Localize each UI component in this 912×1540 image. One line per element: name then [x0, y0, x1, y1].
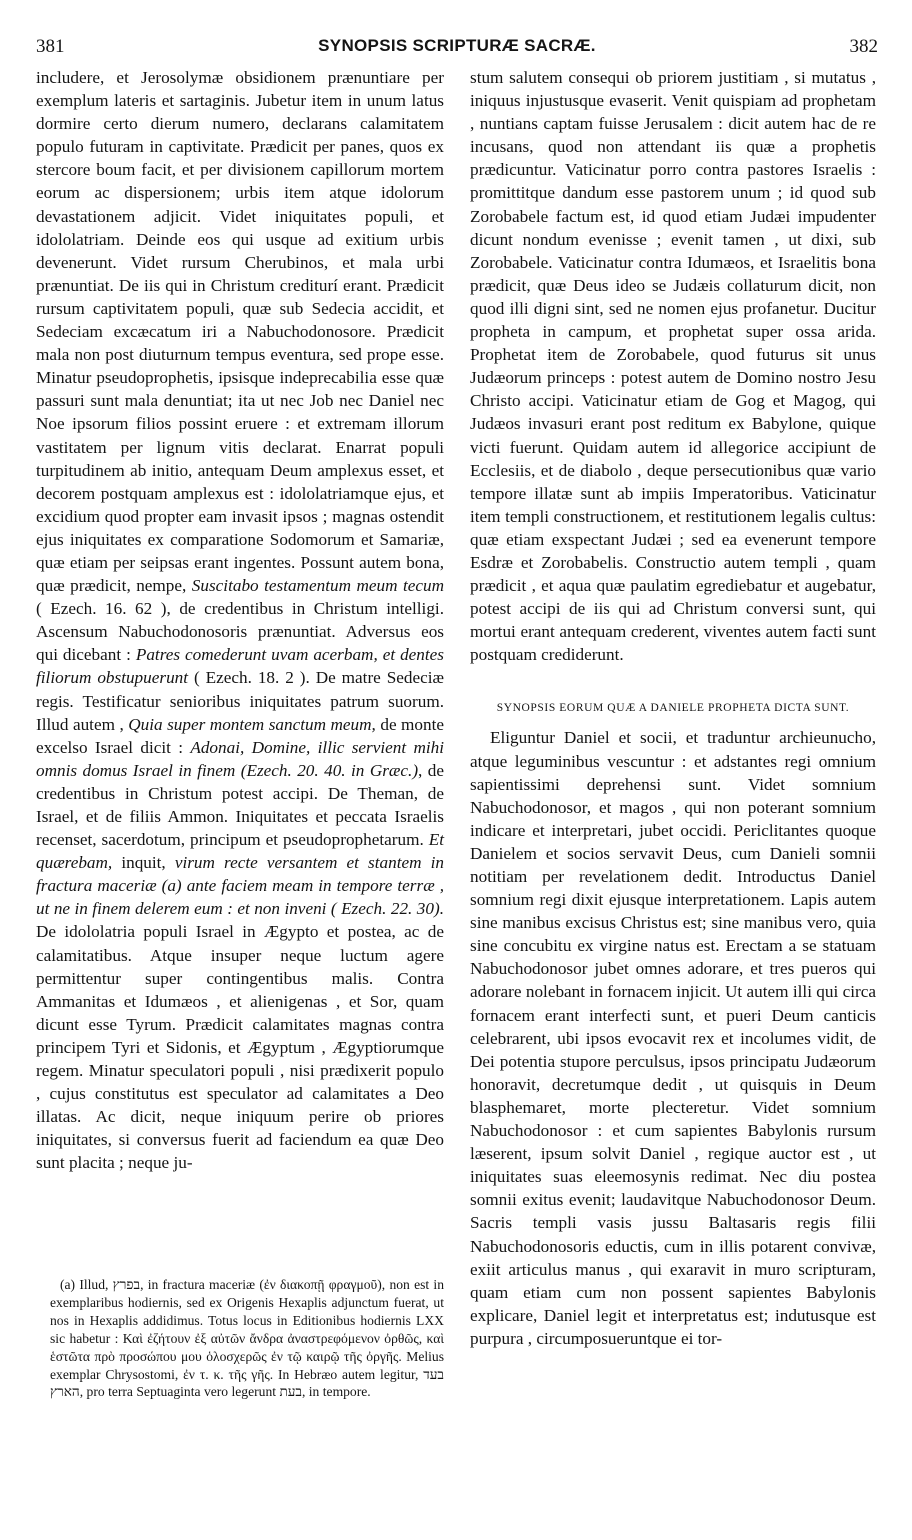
right-column [470, 66, 876, 1350]
left-text-4: de monte excelso Israel dicit : [36, 714, 445, 757]
scripture-reference: (Ezech. 20. 40. in Græc.) [240, 760, 419, 780]
section-heading: SYNOPSIS EORUM QUÆ A DANIELE PROPHETA DICTA SUNT. [496, 702, 850, 715]
scripture-quote: Suscitabo testamentum meum tecum [191, 576, 444, 596]
left-text-7: De idololatria populi Israel in Ægypto et postea, ac de calamitatibus. Atque insuper neque luctum agere permittentur super contingentibus malis. Contra Ammanitas et Idumæos , et alienigenas , et Sor, quam dicunt esse Tyrum. Prædicit calamitates magnas contra principem Tyri et Sidonis, et Ægyptum , Ægyptiorumque regem. Minatur speculatori populi , nisi prædixerit populo , cujus constitutus est speculator ad calamitates a Deo illatas. Ac dicit, neque iniquum perire ob priores iniquitates, si conversus fuerit ad faciendum ea quæ Deo sunt placita ; neque ju- [36, 922, 444, 1173]
scripture-reference: ( Ezech. 18. 2 ). [193, 668, 310, 688]
scripture-quote: Et quærebam, [36, 830, 444, 873]
left-text-3: De matre Sedeciæ regis. Testificatur senioribus iniquitates patrum suorum. Illud autem , [36, 668, 445, 734]
right-paragraph-1: stum salutem consequi ob priorem justitiam , si mutatus , iniquus injustusque evaserit. Venit quispiam ad prophetam , nuntians captam fuisse Jerusalem : dicit autem hac de re incusans, quod non attendant iis quæ a prophetis prædicuntur. Vaticinatur porro contra pastores Israelis : promittitque dandum esse pastorem unum ; id quod sub Zorobabele factum est, id quod etiam Judæi impudenter dicunt nondum evenisse ; evenit tamen , ut dixi, sub Zorobabele. Vaticinatur contra Idumæos, et Israelitis bona prædicit, quæ Deus ideo se Judæis collaturum dicit, non quod illi digni sint, sed ne nomen ejus profanetur. Ducitur propheta in campum, et prophetat super ossa arida. Prophetat item de Zorobabele, quod futurus sit unus Judæorum princeps : potest autem de Domino nostro Jesu Christo accipi. Vaticinatur etiam de Gog et Magog, qui Judæos invasuri erant post reditum ex Babylone, quique victi fuerunt. Quidam autem id allegorice accipiunt de Ecclesiis, et de diabolo , deque persecutionibus quæ vario tempore illatæ sunt ab impiis Imperatoribus. Vaticinatur item templi constructionem, et restitutionem legalis cultus: quæ etiam exspectant Judæi ; sed ea evenerunt tempore Esdræ et Zorobabelis. Constructio autem templi , quam prædicit , et aqua quæ paulatim egrediebatur et augebatur, potest accipi de iis qui ad Christum conversi sunt, qui mortui erant antequam crederent, viventes autem facti sunt postquam crediderunt. [470, 68, 876, 665]
left-text-6: inquit, [121, 853, 166, 873]
page-number-left: 381 [36, 36, 65, 57]
scripture-reference: ( Ezech. 22. 30). [330, 899, 444, 919]
footnote [50, 1276, 444, 1401]
scripture-quote: Adonai, Domine, illic servient mihi omnis domus Israel in finem [36, 737, 445, 780]
page-header [36, 36, 878, 62]
left-column [36, 66, 444, 1175]
left-text-2: de credentibus in Christum intelligi. Ascensum Nabuchodonosoris prænuntiat. Adversus eos qui dicebant : [36, 599, 444, 665]
right-paragraph-2: Eliguntur Daniel et socii, et traduntur archieunucho, atque leguminibus vescuntur : et adstantes regi omnium sapientissimi deprehensi sunt. Videt somnium Nabuchodonosor, et magos , qui non poterant somnium indicare et interpretari, jubet occidi. Periclitantes quoque Danielem et socios servavit Deus, cum Danieli somnii notitiam per revelationem dedit. Introductus Daniel somnium regi dixit ejusque interpretationem. Lapis autem sine manibus excisus Christus est; sine manibus vero, quia sine concubitu ex virgine natus est. Erectam a se statuam Nabuchodonosor jubet omnes adorare, et tres pueros qui adorare nolebant in fornacem injicit. Ut autem illi qui circa fornacem erant interfecti sunt, et pueri Deum canticis celebrarent, ubi ipsos evocavit rex et incolumes vidit, de Dei potentia stupore perculsus, ipsos principatu Judæorum honoravit, decretumque dedit , ut quisquis in Deum blasphemaret, morte plecteretur. Videt somnium Nabuchodonosor : et cum sapientes Babylonis rursum læserent, ipsum solvit Daniel , regique auctor est , ut iniquitates suas eleemosynis redimat. Nec diu postea somnii exitus evenit; laudavitque Nabuchodonosor Deum. Sacris templi vasis jussu Baltasaris regis filii Nabuchodonosoris eductis, cum in illis potarent convivæ, exiit articulus manus , qui exaravit in muro scripturam, quam etiam cum non possent sapientes Babylonis explicare, Daniel legit et interpretatus est; indutusque est purpura , circumposueruntque ei tor- [470, 728, 876, 1348]
left-text-5: , de credentibus in Christum potest accipi. De Theman, de Israel, et de filiis Ammon. Iniquitates et peccata Israelis recenset, sacerdotum, principum et pseudoprophetarum. [36, 760, 444, 850]
scripture-reference: ( Ezech. 16. 62 ), [36, 599, 171, 619]
scripture-quote: virum recte versantem et stantem in fractura maceriæ (a) ante faciem meam in tempore terræ , ut ne in finem delerem eum : et non inveni [36, 853, 444, 919]
running-title: SYNOPSIS SCRIPTURÆ SACRÆ. [318, 36, 596, 55]
left-text-1: includere, et Jerosolymæ obsidionem prænuntiare per exemplum lateris et sartaginis. Jubetur item in unum latus dormire certo dierum numero, declarans calamitatem populo futuram in captivitate. Prædicit per panes, quos ex stercore boum facit, et per divisionem capillorum mortem eorum ac dispersionem; urbis item atque idolorum devastationem adjicit. Videt iniquitates populi, et idololatriam. Deinde eos qui usque ad exitium urbis devenerunt. Videt rursum Cherubinos, et mala urbi prænuntiat. De iis qui in Christum crediturí erant. Prædicit rursum captivitatem populi, quæ sub Sedecia accidit, et Sedeciam excæcatum iri a Nabuchodonosore. Prædicit mala non post diuturnum tempus eventura, sed prope esse. Minatur pseudoprophetis, ipsisque indeprecabilia esse quæ passuri sunt mala denuntiat; ita ut nec Job nec Daniel nec Noe ipsorum filios possint eruere : et extremam illorum vastitatem per lignum vitis declarat. Enarrat populi turpitudinem ab initio, antequam Deum amplexus esset, et decorem postquam amplexus est : idololatriamque ejus, et excidium quod propter eam invasit ipsos ; magnas ostendit ejus iniquitates ex comparatione Sodomorum et Samariæ, quæ etiam per seipsas erant ingentes. Possunt autem bona, quæ prædicit, nempe, [36, 68, 444, 596]
page-number-right: 382 [849, 36, 878, 57]
scripture-quote: Quia super montem sanctum meum, [128, 714, 376, 734]
scripture-quote: Patres comederunt uvam acerbam, et dentes filiorum obstupuerunt [36, 645, 444, 688]
footnote-text: (a) Illud, בפרץ, in fractura maceriæ (ἐν διακοπῇ φραγμοῦ), non est in exemplaribus hodiernis, sed ex Origenis Hexaplis adjunctum fuerat, ut nos in Hexaplis addidimus. Totus locus in Editionibus hodiernis LXX sic habetur : Καὶ ἐζήτουν ἐξ αὐτῶν ἄνδρα ἀναστρεφόμενον ὀρθῶς, καὶ ἑστῶτα πρὸ προσώπου μου ὁλοσχερῶς ἐν τῷ καιρῷ τῆς ὀργῆς. Melius exemplar Chrysostomi, ἐν τ. κ. τῆς γῆς. In Hebræo autem legitur, בעד הארץ, pro terra Septuaginta vero legerunt בעת, in tempore. [50, 1277, 444, 1400]
left-paragraph [36, 66, 444, 1175]
